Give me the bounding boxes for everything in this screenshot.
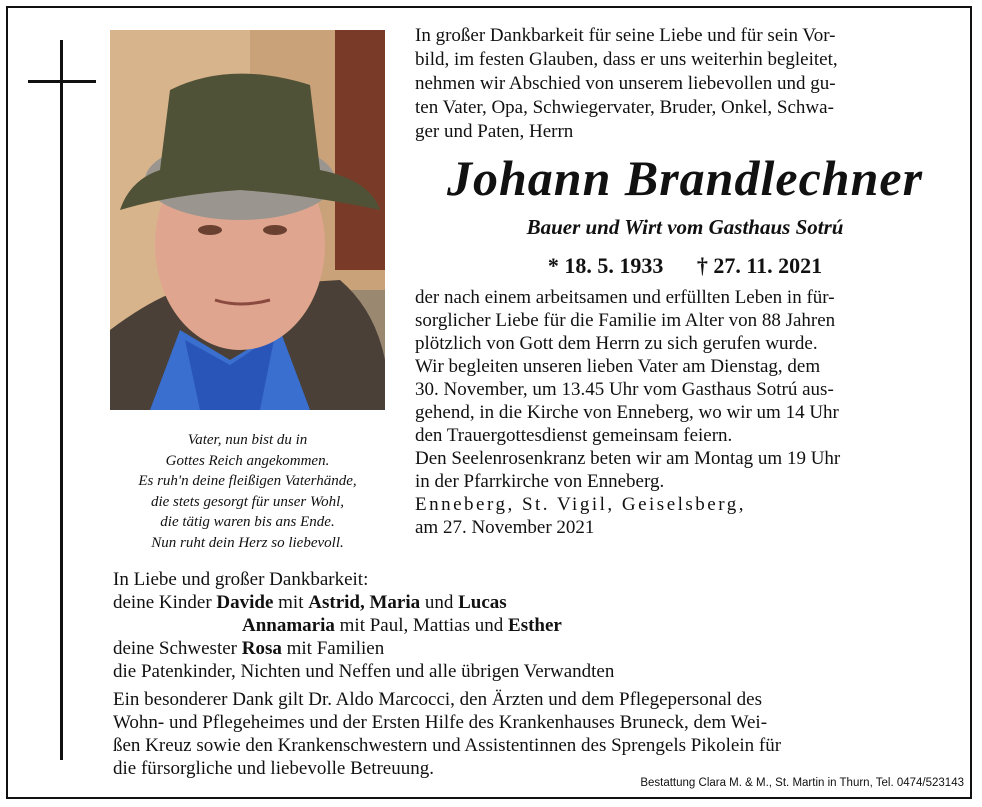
poem-line: Vater, nun bist du in — [187, 432, 308, 448]
thanks-line: Ein besonderer Dank gilt Dr. Aldo Marcocci, den Ärzten und dem Pflegepersonal des — [113, 689, 762, 710]
body-line: Wir begleiten unseren lieben Vater am Dienstag, dem — [415, 356, 821, 377]
body-line: der nach einem arbeitsamen und erfüllten Leben in für- — [415, 287, 835, 308]
poem-line: Nun ruht dein Herz so liebevoll. — [151, 534, 344, 551]
death-date: † 27. 11. 2021 — [696, 253, 823, 278]
deceased-name: Johann Brandlechner — [446, 150, 924, 206]
intro-line: ger und Paten, Herrn — [415, 121, 574, 142]
body-line: sorglicher Liebe für die Familie im Alter von 88 Jahren — [415, 310, 836, 331]
name-davide: Davide — [216, 592, 274, 613]
poem-line: die stets gesorgt für unser Wohl, — [150, 493, 345, 510]
cross-icon — [60, 40, 63, 760]
funeral-home-credit: Bestattung Clara M. & M., St. Martin in Thurn, Tel. 0474/523143 — [640, 777, 964, 789]
thanks-text — [113, 688, 963, 780]
body-line: gehend, in die Kirche von Enneberg, wo wir um 14 Uhr — [415, 402, 839, 423]
date-line: am 27. November 2021 — [415, 517, 595, 538]
announcement-body — [415, 286, 955, 539]
name-esther: Esther — [508, 615, 562, 636]
intro-line: ten Vater, Opa, Schwiegervater, Bruder, Onkel, Schwa- — [415, 97, 834, 118]
name-rosa: Rosa — [241, 638, 282, 659]
place-line: Enneberg, St. Vigil, Geiselsberg, — [415, 494, 746, 515]
sister-line: deine Schwester Rosa mit Familien — [113, 638, 385, 659]
memorial-poem — [110, 430, 385, 553]
body-line: Den Seelenrosenkranz beten wir am Montag um 19 Uhr — [415, 448, 841, 469]
birth-date: * 18. 5. 1933 — [547, 253, 664, 278]
family-list — [113, 568, 963, 683]
body-line: plötzlich von Gott dem Herrn zu sich gerufen wurde. — [415, 333, 818, 354]
poem-line: Es ruh'n deine fleißigen Vaterhände, — [138, 473, 357, 489]
body-line: 30. November, um 13.45 Uhr vom Gasthaus Sotrú aus- — [415, 379, 834, 400]
intro-line: In großer Dankbarkeit für seine Liebe und für sein Vor- — [415, 25, 836, 46]
intro-line: bild, im festen Glauben, dass er uns weiterhin begleitet, — [415, 49, 838, 70]
portrait-photo — [110, 30, 385, 410]
life-dates — [415, 253, 955, 279]
cross-icon-bar — [28, 80, 96, 83]
children-line: deine Kinder Davide mit Astrid, Maria und Lucas — [113, 592, 507, 613]
name-lucas: Lucas — [458, 592, 507, 613]
name-astrid-maria: Astrid, Maria — [308, 592, 421, 613]
thanks-line: die fürsorgliche und liebevolle Betreuung. — [113, 758, 434, 779]
thanks-line: Wohn- und Pflegeheimes und der Ersten Hilfe des Krankenhauses Bruneck, dem Wei- — [113, 712, 768, 733]
children-line-2: Annamaria mit Paul, Mattias und Esther — [242, 615, 562, 636]
thanks-line: ßen Kreuz sowie den Krankenschwestern und Assistentinnen des Sprengels Pikolein für — [113, 735, 782, 756]
poem-line: Gottes Reich angekommen. — [165, 452, 330, 469]
occupation: Bauer und Wirt vom Gasthaus Sotrú — [526, 215, 844, 239]
intro-text — [415, 24, 955, 144]
name-annamaria: Annamaria — [242, 615, 335, 636]
relatives-line: die Patenkinder, Nichten und Neffen und alle übrigen Verwandten — [113, 661, 615, 682]
intro-line: nehmen wir Abschied von unserem liebevollen und gu- — [415, 73, 836, 94]
body-line: in der Pfarrkirche von Enneberg. — [415, 471, 665, 492]
poem-line: die tätig waren bis ans Ende. — [160, 514, 335, 530]
body-line: den Trauergottesdienst gemeinsam feiern. — [415, 425, 733, 446]
family-intro: In Liebe und großer Dankbarkeit: — [113, 569, 369, 590]
